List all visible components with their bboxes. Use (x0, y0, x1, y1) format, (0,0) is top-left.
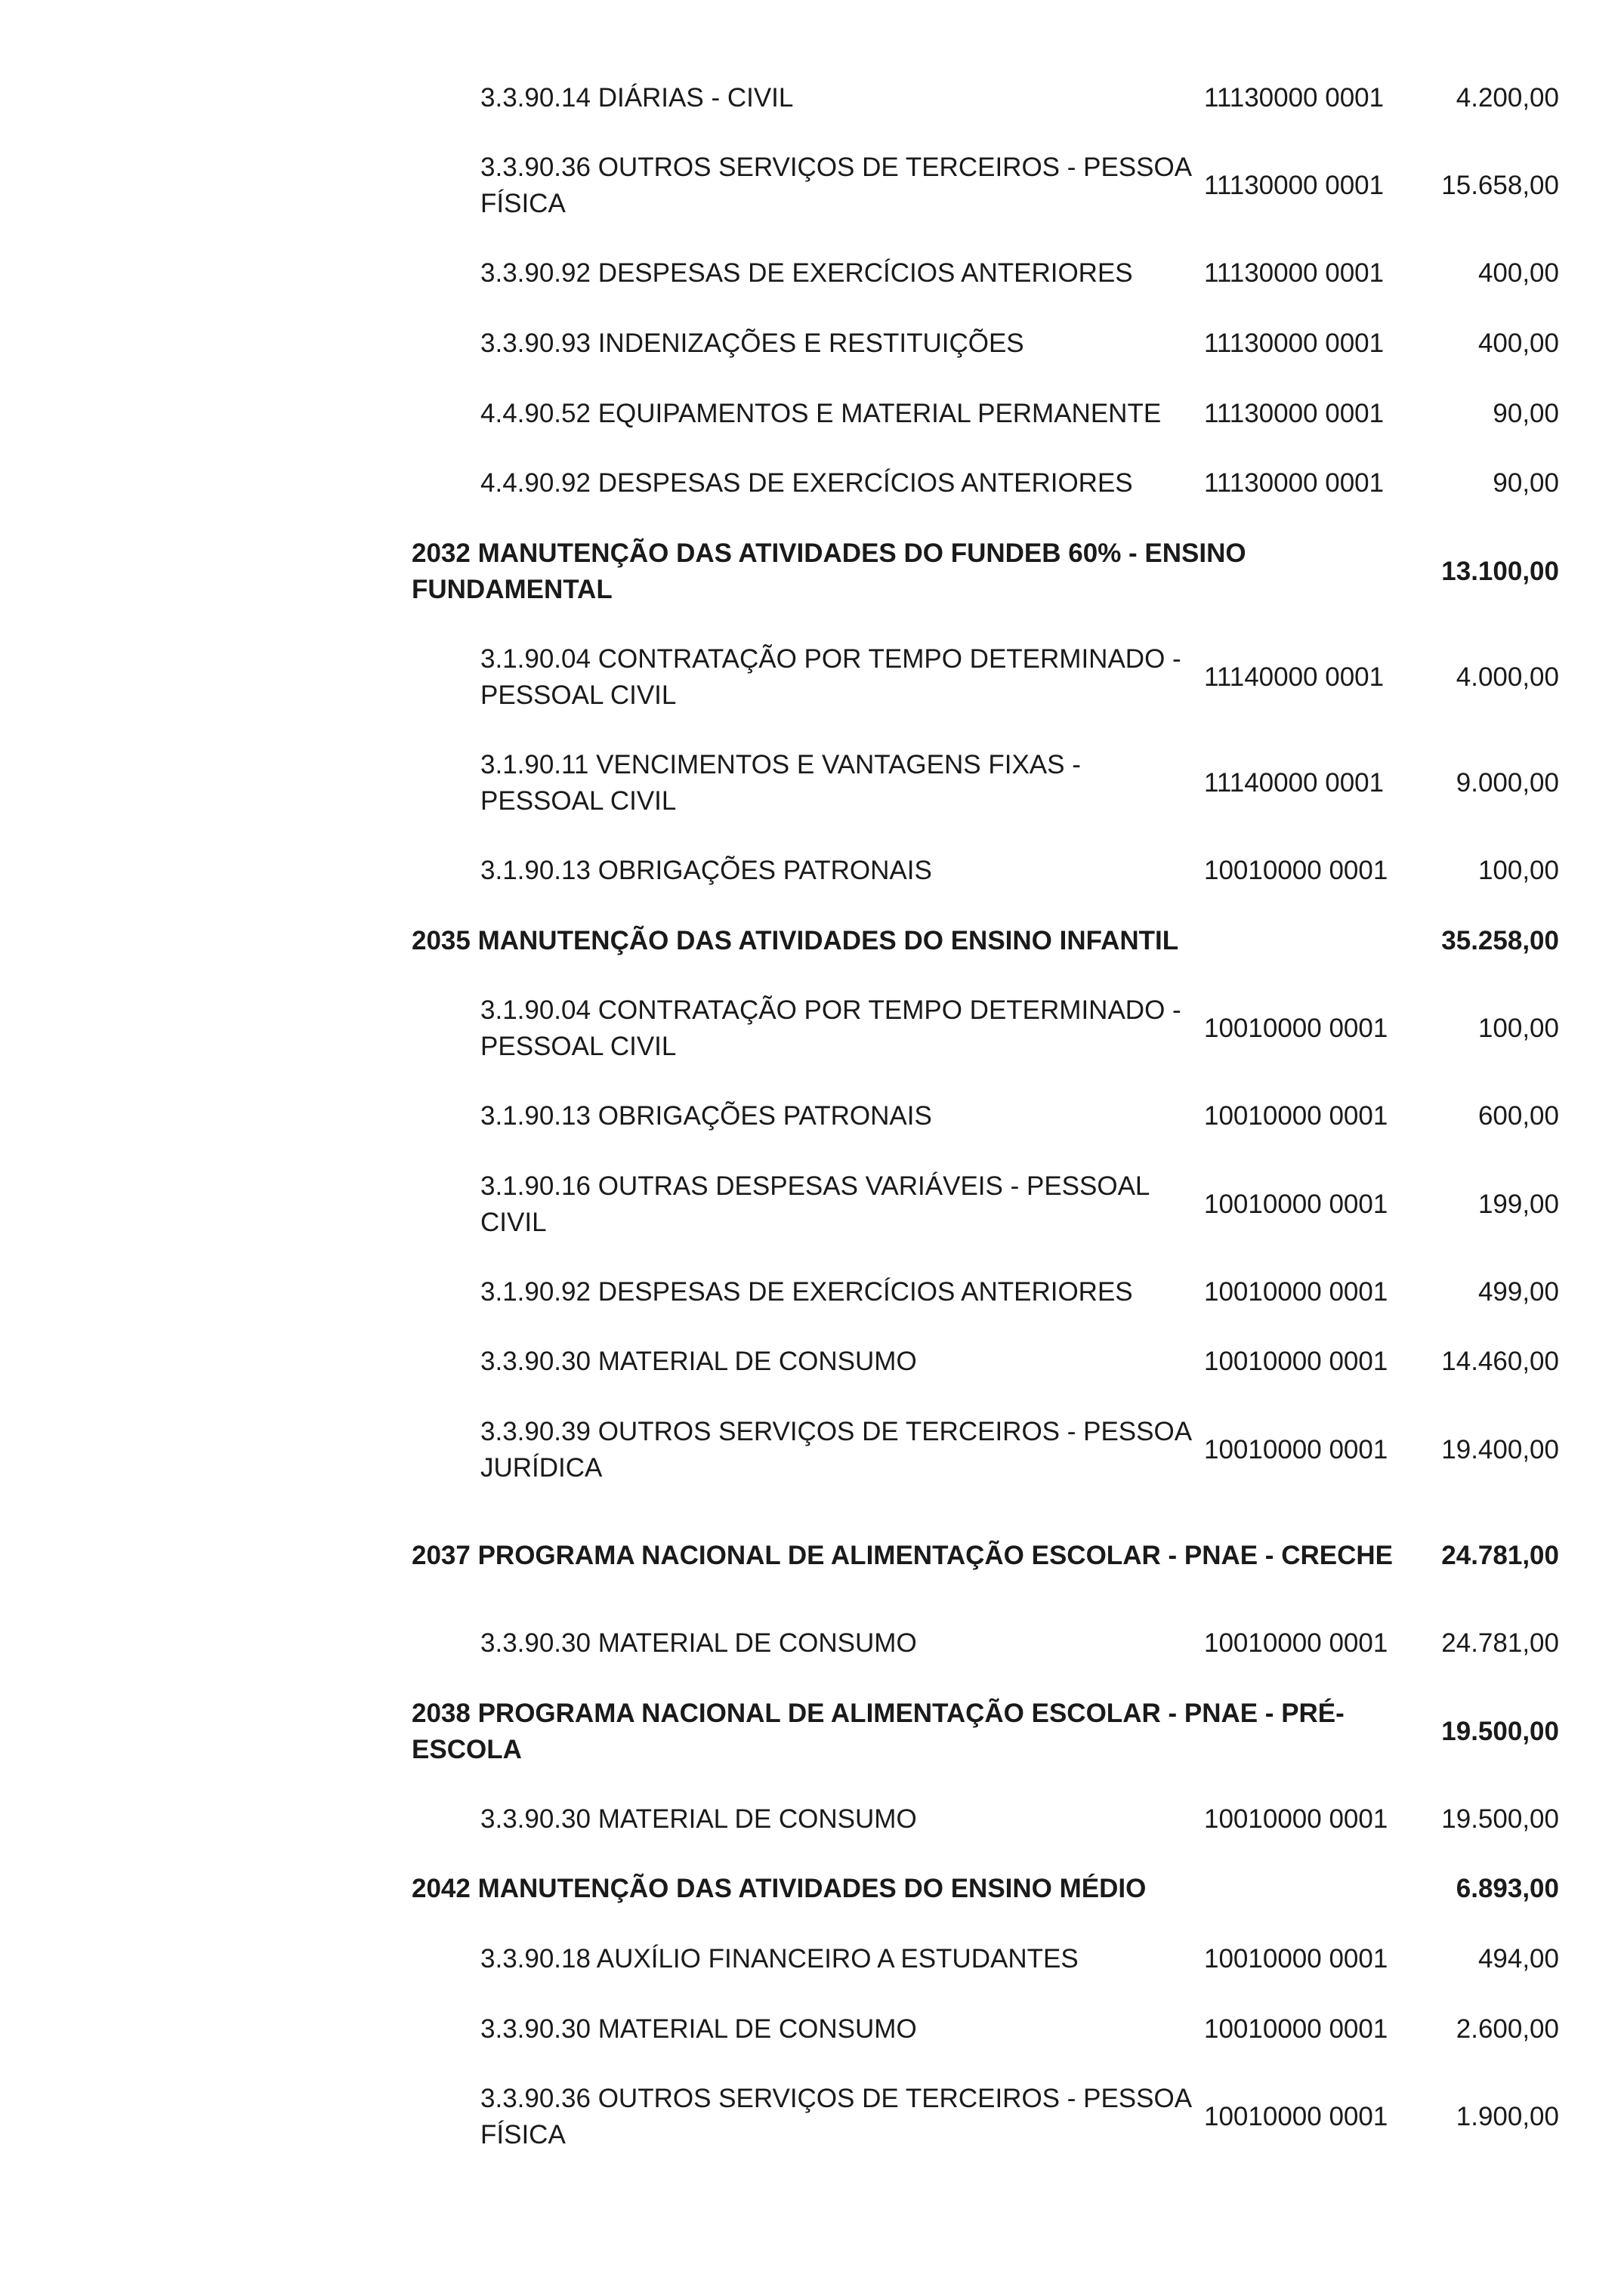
row-value: 19.400,00 (1441, 1435, 1559, 1464)
row-description: 3.3.90.36 OUTROS SERVIÇOS DE TERCEIROS - PESSOA FÍSICA (480, 2084, 1191, 2149)
row-value: 2.600,00 (1456, 2014, 1559, 2044)
row-value: 1.900,00 (1456, 2102, 1559, 2131)
row-description: 4.4.90.52 EQUIPAMENTOS E MATERIAL PERMANENTE (480, 399, 1162, 428)
row-source-code: 10010000 0001 (1204, 1190, 1388, 1219)
row-value: 14.460,00 (1441, 1347, 1559, 1376)
row-description: 3.1.90.11 VENCIMENTOS E VANTAGENS FIXAS - PESSOAL CIVIL (480, 750, 1081, 816)
row-source-code: 10010000 0001 (1204, 856, 1388, 885)
row-source-code: 10010000 0001 (1204, 2102, 1388, 2131)
row-value: 90,00 (1493, 468, 1559, 498)
row-source-code: 10010000 0001 (1204, 1347, 1388, 1376)
row-description: 3.3.90.30 MATERIAL DE CONSUMO (480, 2014, 917, 2044)
program-total: 6.893,00 (1456, 1874, 1559, 1903)
row-description: 3.3.90.18 AUXÍLIO FINANCEIRO A ESTUDANTES (480, 1944, 1079, 1974)
row-description: 3.3.90.30 MATERIAL DE CONSUMO (480, 1347, 917, 1376)
row-description: 3.1.90.16 OUTRAS DESPESAS VARIÁVEIS - PESSOAL CIVIL (480, 1171, 1150, 1237)
row-value: 100,00 (1477, 856, 1559, 885)
row-value: 400,00 (1477, 258, 1559, 288)
row-value: 199,00 (1477, 1190, 1559, 1219)
row-description: 3.3.90.39 OUTROS SERVIÇOS DE TERCEIROS - PESSOA JURÍDICA (480, 1417, 1191, 1483)
row-description: 3.3.90.92 DESPESAS DE EXERCÍCIOS ANTERIORES (480, 258, 1133, 288)
row-source-code: 11130000 0001 (1204, 171, 1385, 200)
row-description: 3.1.90.92 DESPESAS DE EXERCÍCIOS ANTERIORES (480, 1277, 1133, 1307)
row-value: 600,00 (1477, 1101, 1559, 1131)
row-source-code: 11140000 0001 (1204, 768, 1385, 798)
row-source-code: 10010000 0001 (1204, 1277, 1388, 1307)
row-value: 494,00 (1477, 1944, 1559, 1974)
row-value: 19.500,00 (1441, 1804, 1559, 1834)
row-source-code: 11130000 0001 (1204, 83, 1385, 113)
row-value: 9.000,00 (1456, 768, 1559, 798)
row-description: 3.3.90.93 INDENIZAÇÕES E RESTITUIÇÕES (480, 329, 1024, 358)
row-value: 15.658,00 (1441, 171, 1559, 200)
row-value: 4.200,00 (1456, 83, 1559, 113)
row-description: 3.3.90.30 MATERIAL DE CONSUMO (480, 1804, 917, 1834)
row-description: 3.1.90.04 CONTRATAÇÃO POR TEMPO DETERMINADO - PESSOAL CIVIL (480, 644, 1181, 710)
row-source-code: 11130000 0001 (1204, 399, 1385, 428)
row-source-code: 10010000 0001 (1204, 1944, 1388, 1974)
row-description: 3.3.90.30 MATERIAL DE CONSUMO (480, 1628, 917, 1658)
row-description: 3.3.90.14 DIÁRIAS - CIVIL (480, 83, 794, 113)
row-source-code: 11140000 0001 (1204, 662, 1385, 692)
program-heading: 2037 PROGRAMA NACIONAL DE ALIMENTAÇÃO ESCOLAR - PNAE - CRECHE (412, 1541, 1393, 1570)
row-description: 3.1.90.13 OBRIGAÇÕES PATRONAIS (480, 1101, 932, 1131)
program-total: 35.258,00 (1441, 926, 1559, 955)
row-source-code: 11130000 0001 (1204, 329, 1385, 358)
row-description: 4.4.90.92 DESPESAS DE EXERCÍCIOS ANTERIORES (480, 468, 1133, 498)
row-source-code: 10010000 0001 (1204, 1014, 1388, 1043)
program-total: 24.781,00 (1441, 1541, 1559, 1570)
row-value: 24.781,00 (1441, 1628, 1559, 1658)
program-heading: 2032 MANUTENÇÃO DAS ATIVIDADES DO FUNDEB 60% - ENSINO FUNDAMENTAL (412, 539, 1246, 604)
row-value: 100,00 (1477, 1014, 1559, 1043)
row-source-code: 11130000 0001 (1204, 258, 1385, 288)
program-total: 13.100,00 (1441, 557, 1559, 586)
row-source-code: 10010000 0001 (1204, 1101, 1388, 1131)
row-description: 3.1.90.13 OBRIGAÇÕES PATRONAIS (480, 856, 932, 885)
row-value: 4.000,00 (1456, 662, 1559, 692)
row-source-code: 10010000 0001 (1204, 1628, 1388, 1658)
row-value: 90,00 (1493, 399, 1559, 428)
row-description: 3.1.90.04 CONTRATAÇÃO POR TEMPO DETERMINADO - PESSOAL CIVIL (480, 995, 1181, 1061)
row-source-code: 10010000 0001 (1204, 1435, 1388, 1464)
program-total: 19.500,00 (1441, 1717, 1559, 1746)
row-value: 499,00 (1477, 1277, 1559, 1307)
row-description: 3.3.90.36 OUTROS SERVIÇOS DE TERCEIROS - PESSOA FÍSICA (480, 153, 1191, 218)
row-value: 400,00 (1477, 329, 1559, 358)
program-heading: 2038 PROGRAMA NACIONAL DE ALIMENTAÇÃO ESCOLAR - PNAE - PRÉ-ESCOLA (412, 1699, 1345, 1764)
row-source-code: 11130000 0001 (1204, 468, 1385, 498)
row-source-code: 10010000 0001 (1204, 1804, 1388, 1834)
row-source-code: 10010000 0001 (1204, 2014, 1388, 2044)
program-heading: 2042 MANUTENÇÃO DAS ATIVIDADES DO ENSINO MÉDIO (412, 1874, 1147, 1903)
program-heading: 2035 MANUTENÇÃO DAS ATIVIDADES DO ENSINO INFANTIL (412, 926, 1179, 955)
